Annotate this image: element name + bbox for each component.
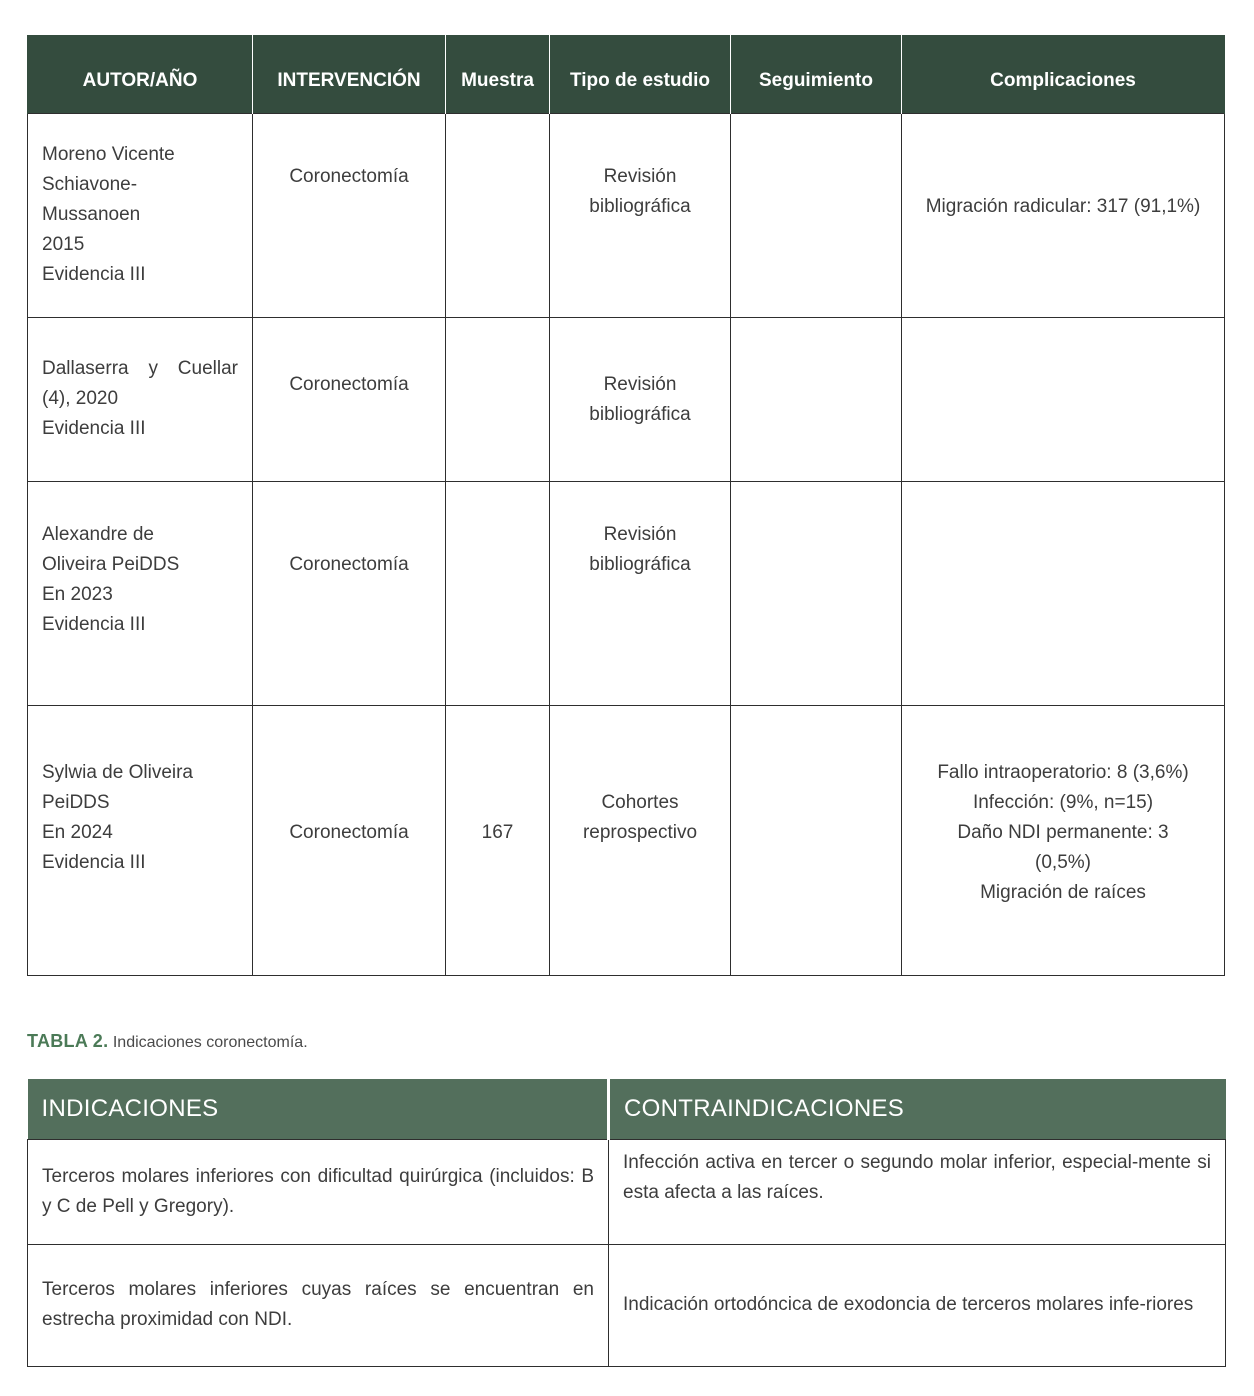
cell-intervention: Coronectomía <box>253 317 446 481</box>
table-row <box>28 1244 1226 1366</box>
header-indications: INDICACIONES <box>28 1079 609 1139</box>
header-study-type: Tipo de estudio <box>550 35 731 113</box>
cell-intervention: Coronectomía <box>253 705 446 975</box>
table-row <box>28 481 1225 705</box>
table-row <box>28 1139 1226 1244</box>
cell-study-type: Revisión bibliográfica <box>550 317 731 481</box>
studies-table-header <box>28 35 1225 113</box>
cell-followup <box>731 705 902 975</box>
cell-study-type: Cohortes reprospectivo <box>550 705 731 975</box>
header-contraindications: CONTRAINDICACIONES <box>609 1079 1226 1139</box>
indications-table-header <box>28 1079 1226 1139</box>
cell-study-type: Revisión bibliográfica <box>550 113 731 317</box>
cell-author: Sylwia de Oliveira PeiDDS En 2024 Evidencia III <box>28 705 253 975</box>
studies-table <box>27 35 1225 976</box>
header-followup: Seguimiento <box>731 35 902 113</box>
cell-author: Dallaserra y Cuellar (4), 2020 Evidencia III <box>28 317 253 481</box>
header-sample: Muestra <box>446 35 550 113</box>
cell-intervention: Coronectomía <box>253 481 446 705</box>
cell-contraindication: Indicación ortodóncica de exodoncia de terceros molares infe-riores <box>609 1244 1226 1366</box>
table-row <box>28 317 1225 481</box>
cell-indication: Terceros molares inferiores con dificultad quirúrgica (incluidos: B y C de Pell y Gregory). <box>28 1139 609 1244</box>
cell-complications <box>902 317 1225 481</box>
table-caption <box>27 1031 308 1052</box>
cell-sample: 167 <box>446 705 550 975</box>
table-row <box>28 113 1225 317</box>
cell-followup <box>731 317 902 481</box>
cell-sample <box>446 481 550 705</box>
header-intervention: INTERVENCIÓN <box>253 35 446 113</box>
cell-complications <box>902 481 1225 705</box>
header-author-year: AUTOR/AÑO <box>28 35 253 113</box>
table-row <box>28 705 1225 975</box>
header-complications: Complicaciones <box>902 35 1225 113</box>
cell-indication: Terceros molares inferiores cuyas raíces se encuentran en estrecha proximidad con NDI. <box>28 1244 609 1366</box>
cell-author: Alexandre de Oliveira PeiDDS En 2023 Evidencia III <box>28 481 253 705</box>
caption-text: Indicaciones coronectomía. <box>112 1034 308 1051</box>
indications-table <box>27 1079 1226 1367</box>
cell-intervention: Coronectomía <box>253 113 446 317</box>
cell-contraindication: Infección activa en tercer o segundo molar inferior, especial-mente si esta afecta a las raíces. <box>609 1139 1226 1244</box>
cell-author: Moreno Vicente Schiavone- Mussanoen 2015 Evidencia III <box>28 113 253 317</box>
cell-study-type: Revisión bibliográfica <box>550 481 731 705</box>
caption-label: TABLA 2. <box>27 1031 109 1051</box>
cell-followup <box>731 481 902 705</box>
cell-sample <box>446 113 550 317</box>
cell-followup <box>731 113 902 317</box>
cell-complications: Migración radicular: 317 (91,1%) <box>902 113 1225 317</box>
cell-complications: Fallo intraoperatorio: 8 (3,6%) Infección: (9%, n=15) Daño NDI permanente: 3 (0,5%) Migración de raíces <box>902 705 1225 975</box>
cell-sample <box>446 317 550 481</box>
